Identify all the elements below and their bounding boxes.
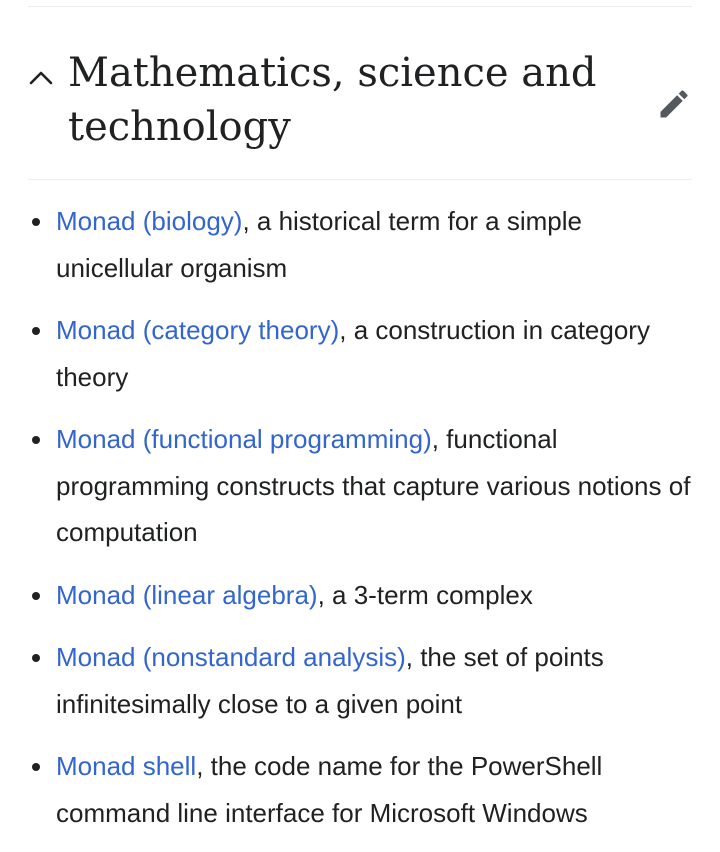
item-description: , functional programming constructs that capture various notions of computation [56, 424, 691, 547]
pencil-icon[interactable] [656, 86, 692, 122]
item-link-monad-category-theory[interactable]: Monad (category theory) [56, 315, 340, 345]
list-item [28, 307, 692, 400]
item-link-monad-shell[interactable]: Monad shell [56, 751, 197, 781]
item-description: , a historical term for a simple unicellular organism [56, 206, 582, 283]
item-link-monad-functional-programming[interactable]: Monad (functional programming) [56, 424, 432, 454]
bullet [32, 436, 40, 444]
bullet [32, 763, 40, 771]
bullet [32, 218, 40, 226]
section-title: Mathematics, science and technology [68, 50, 597, 150]
item-description: , the set of points infinitesimally close to a given point [56, 642, 604, 719]
chevron-up-icon[interactable] [28, 64, 54, 90]
list-item [28, 634, 692, 727]
list-item [28, 416, 692, 556]
bullet [32, 327, 40, 335]
bullet [32, 654, 40, 662]
item-description: , the code name for the PowerShell command line interface for Microsoft Windows [56, 751, 603, 828]
list-item [28, 198, 692, 291]
item-link-monad-nonstandard-analysis[interactable]: Monad (nonstandard analysis) [56, 642, 406, 672]
section-header[interactable] [28, 46, 692, 180]
top-divider [28, 6, 692, 7]
item-description: , a construction in category theory [56, 315, 650, 392]
list-item [28, 572, 692, 619]
item-description: , a 3-term complex [317, 579, 533, 610]
item-link-monad-linear-algebra[interactable]: Monad (linear algebra) [56, 579, 318, 610]
bullet [32, 592, 40, 600]
item-list [28, 198, 692, 852]
item-link-monad-biology[interactable]: Monad (biology) [56, 206, 243, 236]
list-item [28, 743, 692, 836]
